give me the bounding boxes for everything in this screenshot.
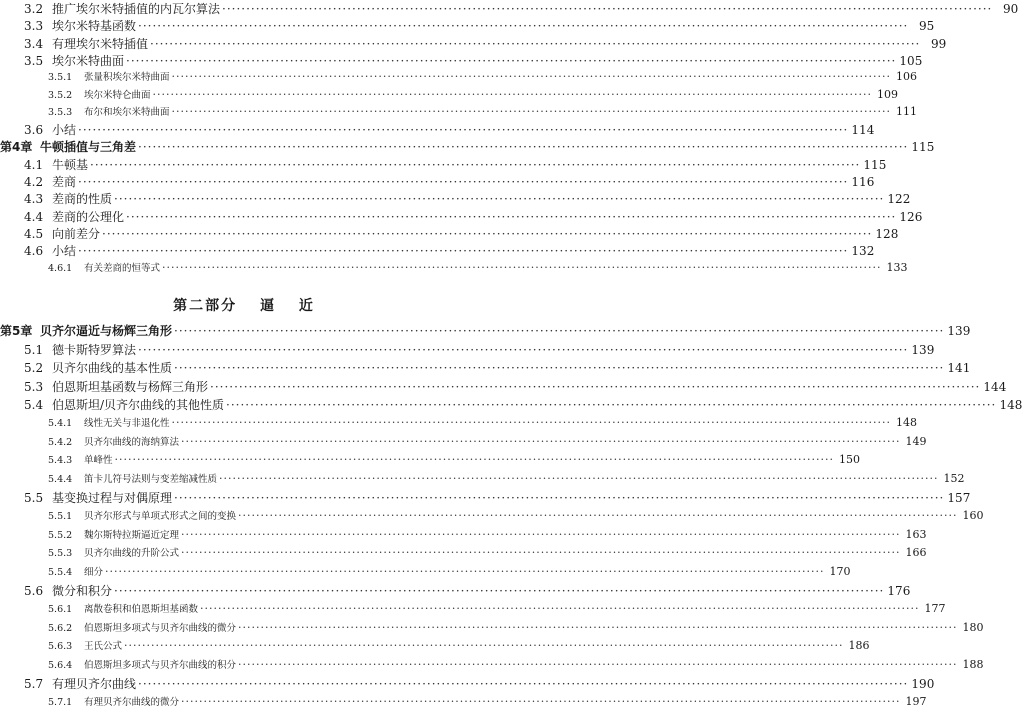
toc-entry-number: 3.5.1 <box>48 72 73 84</box>
toc-entry-number: 5.5.4 <box>48 566 73 578</box>
toc-entry-number: 3.5 <box>24 53 44 68</box>
toc-subsection-row[interactable] <box>0 87 898 101</box>
toc-leader-dots: ································································································································································ <box>238 657 958 671</box>
toc-entry-number: 4.3 <box>24 192 44 207</box>
toc-entry-number: 5.5.1 <box>48 511 73 522</box>
toc-subsection-row[interactable] <box>0 545 927 560</box>
toc-entry-title: 有理贝齐尔曲线的微分 <box>84 697 180 708</box>
toc-leader-dots: ································································································································································ <box>219 471 939 485</box>
toc-page-number: 157 <box>947 491 971 506</box>
toc-section-row[interactable] <box>0 359 971 376</box>
toc-section-row[interactable] <box>0 341 935 358</box>
toc-leader-dots: ································································································································································ <box>114 453 834 467</box>
toc-section-row[interactable] <box>0 675 935 692</box>
toc-section-row[interactable] <box>0 396 1023 413</box>
toc-page-number: 163 <box>905 527 927 541</box>
toc-page-number: 105 <box>899 53 923 68</box>
toc-entry-title: 埃尔米特仑曲面 <box>84 89 151 101</box>
toc-entry-title: 贝齐尔曲线的升阶公式 <box>84 548 180 560</box>
toc-leader-dots: ································································································································································ <box>238 620 958 634</box>
part-word-2: 近 <box>298 298 315 314</box>
toc-subsection-row[interactable] <box>0 657 984 671</box>
toc-subsection-row[interactable] <box>0 638 870 653</box>
toc-page-number: 166 <box>905 546 927 560</box>
toc-entry-number: 3.2 <box>24 2 44 16</box>
toc-section-row[interactable] <box>0 156 887 173</box>
toc-subsection-row[interactable] <box>0 434 927 448</box>
toc-entry-title: 有理贝齐尔曲线 <box>52 677 137 692</box>
toc-entry-title: 牛顿基 <box>52 157 89 172</box>
toc-entry-title: 推广埃尔米特插值的内瓦尔算法 <box>52 2 221 16</box>
toc-section-row[interactable] <box>0 52 923 69</box>
toc-entry-title: 小结 <box>52 244 77 259</box>
toc-entry-title: 细分 <box>84 566 104 578</box>
toc-entry-number: 4.1 <box>24 157 44 172</box>
toc-chapter-row[interactable] <box>0 322 971 339</box>
toc-section-row[interactable] <box>0 378 1007 395</box>
toc-entry-number: 4.4 <box>24 209 44 224</box>
toc-leader-dots: ································································································································································ <box>171 416 891 429</box>
toc-leader-dots: ································································································································································ <box>138 140 909 155</box>
toc-entry-number: 5.7.1 <box>48 697 73 708</box>
toc-leader-dots: ································································································································································ <box>102 226 873 241</box>
toc-entry-number: 3.6 <box>24 123 44 138</box>
toc-page-number: 128 <box>875 226 899 241</box>
toc-leader-dots: ································································································································································ <box>152 87 872 101</box>
toc-entry-title: 王氏公式 <box>84 641 123 653</box>
toc-leader-dots: ································································································································································ <box>174 361 945 376</box>
toc-subsection-row[interactable] <box>0 104 917 118</box>
toc-entry-number: 第5章 <box>0 324 33 338</box>
toc-page-number: 95 <box>919 19 935 34</box>
toc-entry-title: 牛顿插值与三角差 <box>40 140 137 155</box>
toc-entry-title: 魏尔斯特拉斯逼近定理 <box>84 529 180 541</box>
toc-entry-title: 伯恩斯坦多项式与贝齐尔曲线的微分 <box>84 622 237 634</box>
toc-subsection-row[interactable] <box>0 260 908 274</box>
toc-entry-number: 5.2 <box>24 361 44 376</box>
toc-page-number: 149 <box>905 434 927 448</box>
part-word-1: 逼 <box>260 298 276 314</box>
toc-entry-title: 布尔和埃尔米特曲面 <box>84 106 170 118</box>
toc-page-number: 90 <box>1003 2 1019 16</box>
toc-leader-dots: ································································································································································ <box>174 491 945 506</box>
toc-subsection-row[interactable] <box>0 694 927 708</box>
toc-page-number: 197 <box>905 695 927 708</box>
toc-page-number: 99 <box>931 36 947 51</box>
toc-entry-title: 基变换过程与对偶原理 <box>52 491 173 506</box>
toc-page-number: 188 <box>962 657 984 671</box>
toc-leader-dots: ································································································································································ <box>126 209 897 224</box>
toc-page-number: 139 <box>911 342 935 357</box>
toc-entry-number: 第4章 <box>0 140 33 155</box>
toc-entry-title: 差商的公理化 <box>52 209 125 224</box>
toc-section-row[interactable] <box>0 225 899 242</box>
toc-page-number: 141 <box>947 361 971 376</box>
toc-entry-title: 笛卡儿符号法则与变差缩减性质 <box>84 473 218 485</box>
toc-entry-title: 伯恩斯坦基函数与杨辉三角形 <box>52 379 209 394</box>
toc-entry-title: 有关差商的恒等式 <box>84 262 161 274</box>
toc-page-number: 111 <box>895 104 917 118</box>
toc-entry-number: 5.6.1 <box>48 604 73 615</box>
toc-entry-title: 贝齐尔形式与单项式形式之间的变换 <box>84 511 237 522</box>
toc-section-row[interactable] <box>0 0 1019 17</box>
toc-entry-title: 差商的性质 <box>52 192 113 207</box>
toc-leader-dots: ································································································································································ <box>124 639 844 653</box>
toc-entry-number: 5.6 <box>24 584 44 599</box>
toc-leader-dots: ································································································································································ <box>78 123 849 138</box>
toc-section-row[interactable] <box>0 208 923 225</box>
toc-leader-dots: ································································································································································ <box>181 434 901 448</box>
toc-subsection-row[interactable] <box>0 508 984 522</box>
toc-page-number: 122 <box>887 192 911 207</box>
toc-entry-number: 5.4.4 <box>48 473 73 485</box>
toc-section-row[interactable] <box>0 35 947 52</box>
toc-entry-title: 微分和积分 <box>52 584 113 599</box>
toc-leader-dots: ································································································································································ <box>171 104 891 118</box>
toc-entry-title: 有理埃尔米特插值 <box>52 36 149 51</box>
toc-entry-title: 埃尔米特曲面 <box>52 53 125 68</box>
toc-subsection-row[interactable] <box>0 471 965 485</box>
toc-page-number: 116 <box>851 175 875 189</box>
toc-entry-number: 4.6.1 <box>48 262 73 274</box>
toc-page-number: 132 <box>851 244 875 259</box>
toc-page-number: 106 <box>895 70 917 84</box>
toc-leader-dots: ································································································································································ <box>114 584 885 599</box>
toc-page-number: 148 <box>999 398 1023 413</box>
toc-entry-title: 埃尔米特基函数 <box>52 19 137 34</box>
toc-section-row[interactable] <box>0 173 875 190</box>
toc-page-number: 133 <box>886 260 908 274</box>
toc-leader-dots: ································································································································································ <box>138 342 909 357</box>
toc-page-number: 115 <box>911 140 935 155</box>
toc-subsection-row[interactable] <box>0 527 927 541</box>
toc-page-number: 176 <box>887 584 911 599</box>
toc-page-number: 126 <box>899 209 923 224</box>
toc-page-number: 186 <box>848 639 870 653</box>
toc-page-number: 170 <box>829 564 851 578</box>
toc-entry-number: 5.3 <box>24 379 44 394</box>
toc-page-number: 177 <box>924 602 946 615</box>
toc-entry-number: 5.5.2 <box>48 529 73 541</box>
toc-subsection-row[interactable] <box>0 452 860 467</box>
toc-entry-title: 离散卷积和伯恩斯坦基函数 <box>84 604 199 615</box>
toc-section-row[interactable] <box>0 489 971 506</box>
toc-entry-title: 线性无关与非退化性 <box>84 418 170 429</box>
toc-leader-dots: ································································································································································ <box>171 70 891 84</box>
toc-page-number: 109 <box>876 87 898 101</box>
toc-leader-dots: ································································································································································ <box>114 192 885 207</box>
toc-entry-title: 差商 <box>52 175 77 189</box>
toc-chapter-row[interactable] <box>0 138 935 155</box>
toc-section-row[interactable] <box>0 17 935 34</box>
toc-leader-dots: ································································································································································ <box>210 379 981 394</box>
toc-leader-dots: ································································································································································ <box>150 36 921 51</box>
toc-page-number: 115 <box>863 157 887 172</box>
toc-entry-number: 4.6 <box>24 244 44 259</box>
toc-leader-dots: ································································································································································ <box>78 175 849 189</box>
toc-entry-title: 单峰性 <box>84 455 113 467</box>
toc-entry-number: 3.3 <box>24 19 44 34</box>
toc-subsection-row[interactable] <box>0 564 851 578</box>
toc-entry-number: 5.7 <box>24 677 44 692</box>
toc-entry-number: 4.5 <box>24 226 44 241</box>
part-heading <box>0 295 488 315</box>
toc-entry-number: 5.6.4 <box>48 659 73 671</box>
toc-section-row[interactable] <box>0 121 875 138</box>
toc-leader-dots: ································································································································································ <box>181 527 901 541</box>
toc-leader-dots: ································································································································································ <box>222 2 993 16</box>
toc-entry-number: 5.4.1 <box>48 418 73 429</box>
toc-page-number: 190 <box>911 677 935 692</box>
toc-leader-dots: ································································································································································ <box>78 244 849 259</box>
toc-subsection-row[interactable] <box>0 415 917 429</box>
toc-entry-title: 德卡斯特罗算法 <box>52 342 137 357</box>
toc-leader-dots: ································································································································································ <box>174 324 945 338</box>
toc-page-number: 114 <box>851 123 875 138</box>
toc-leader-dots: ································································································································································ <box>90 157 861 172</box>
toc-leader-dots: ································································································································································ <box>200 602 920 615</box>
toc-entry-number: 5.1 <box>24 342 44 357</box>
toc-entry-title: 小结 <box>52 123 77 138</box>
toc-leader-dots: ································································································································································ <box>181 695 901 708</box>
toc-entry-number: 5.6.2 <box>48 622 73 634</box>
toc-section-row[interactable] <box>0 242 875 259</box>
toc-page-number: 148 <box>895 416 917 429</box>
toc-entry-number: 5.5 <box>24 491 44 506</box>
toc-leader-dots: ································································································································································ <box>226 398 997 413</box>
toc-entry-number: 5.4 <box>24 398 44 413</box>
toc-leader-dots: ································································································································································ <box>105 564 825 578</box>
toc-leader-dots: ································································································································································ <box>238 509 958 522</box>
toc-section-row[interactable] <box>0 582 911 599</box>
toc-entry-number: 3.5.2 <box>48 89 73 101</box>
toc-entry-number: 5.6.3 <box>48 641 73 653</box>
toc-entry-number: 5.4.3 <box>48 455 73 467</box>
toc-page-number: 144 <box>983 379 1007 394</box>
toc-subsection-row[interactable] <box>0 69 917 84</box>
toc-leader-dots: ································································································································································ <box>181 546 901 560</box>
toc-leader-dots: ································································································································································ <box>162 260 882 274</box>
toc-entry-number: 5.5.3 <box>48 548 73 560</box>
toc-entry-number: 3.5.3 <box>48 106 73 118</box>
toc-page-number: 180 <box>962 620 984 634</box>
toc-page-number: 150 <box>838 453 860 467</box>
toc-subsection-row[interactable] <box>0 601 946 615</box>
part-label: 第二部分 <box>173 298 238 314</box>
toc-subsection-row[interactable] <box>0 620 984 634</box>
toc-entry-title: 贝齐尔曲线的基本性质 <box>52 361 173 376</box>
toc-section-row[interactable] <box>0 190 911 207</box>
toc-entry-title: 向前差分 <box>52 226 101 241</box>
toc-leader-dots: ································································································································································ <box>138 19 909 34</box>
toc-entry-number: 4.2 <box>24 175 44 189</box>
toc-page-number: 139 <box>947 324 971 338</box>
toc-entry-title: 伯恩斯坦多项式与贝齐尔曲线的积分 <box>84 659 237 671</box>
toc-leader-dots: ································································································································································ <box>138 677 909 692</box>
toc-entry-title: 伯恩斯坦/贝齐尔曲线的其他性质 <box>52 398 225 413</box>
toc-page-number: 152 <box>943 471 965 485</box>
toc-entry-number: 5.4.2 <box>48 436 73 448</box>
toc-entry-title: 张量积埃尔米特曲面 <box>84 72 170 84</box>
toc-entry-title: 贝齐尔曲线的海纳算法 <box>84 436 180 448</box>
toc-page-number: 160 <box>962 509 984 522</box>
toc-entry-number: 3.4 <box>24 36 44 51</box>
toc-entry-title: 贝齐尔逼近与杨辉三角形 <box>40 324 173 338</box>
toc-leader-dots: ································································································································································ <box>126 53 897 68</box>
